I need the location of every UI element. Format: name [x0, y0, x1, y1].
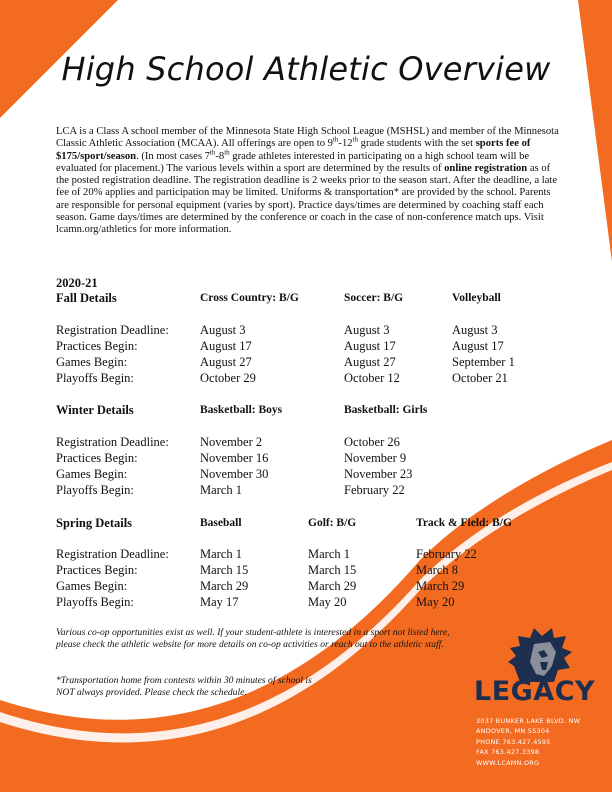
date-cell: August 3: [344, 323, 390, 337]
row-label-practices: Practices Begin:: [56, 563, 138, 577]
date-cell: November 23: [344, 467, 413, 481]
date-cell: March 1: [200, 547, 242, 561]
brand-name: LEGACY: [474, 676, 596, 707]
date-cell: May 20: [416, 595, 455, 609]
contact-block: [476, 716, 580, 768]
row-label-practices: Practices Begin:: [56, 451, 138, 465]
date-cell: March 8: [416, 563, 458, 577]
date-cell: August 27: [200, 355, 252, 369]
row-label-registration: Registration Deadline:: [56, 323, 169, 337]
date-cell: November 30: [200, 467, 269, 481]
date-cell: March 29: [200, 579, 249, 593]
fall-sport-header: Soccer: B/G: [344, 292, 404, 304]
winter-sport-header: Basketball: Boys: [200, 404, 283, 416]
row-label-playoffs: Playoffs Begin:: [56, 595, 134, 609]
date-cell: September 1: [452, 355, 515, 369]
row-label-playoffs: Playoffs Begin:: [56, 371, 134, 385]
date-cell: August 17: [200, 339, 252, 353]
date-cell: March 1: [308, 547, 350, 561]
date-cell: October 29: [200, 371, 256, 385]
date-cell: November 9: [344, 451, 407, 465]
date-cell: February 22: [344, 483, 405, 497]
intro-paragraph: LCA is a Class A school member of the Minnesota State High School League (MSHSL) and member of the Minnesota Classic Athletic Association (MCAA). All offerings are open to 9th-12th grade students with the set sports fee of $175/sport/season. (In most cases 7th-8th grade athletes interested in participating on a high school team will be evaluated for placement.) The various levels within a sport are determined by the results of online registration as of the posted registration deadline. The registration deadline is 2 weeks prior to the season start. After the deadline, a late fee of 20% applies and participation may be limited. Uniforms & transportation* are provided by the school. Parents are responsible for personal equipment (varies by sport). Practice days/times are determined by coaching staff each season. Game days/times are determined by the conference or coach in the case of non-conference match ups. Visit lcamn.org/athletics for more information.: [56, 126, 559, 236]
fall-section-title: Fall Details: [56, 291, 117, 305]
date-cell: May 20: [308, 595, 347, 609]
date-cell: August 27: [344, 355, 396, 369]
spring-section-title: Spring Details: [56, 516, 133, 530]
row-label-practices: Practices Begin:: [56, 339, 138, 353]
winter-section-title: Winter Details: [56, 403, 134, 417]
website-link[interactable]: WWW.LCAMN.ORG: [476, 758, 540, 767]
row-label-registration: Registration Deadline:: [56, 435, 169, 449]
row-label-registration: Registration Deadline:: [56, 547, 169, 561]
transport-note: *Transportation home from contests within 30 minutes of school is NOT always provided. Please check the schedule.: [56, 675, 312, 698]
phone-line: PHONE 763.427.4595: [476, 737, 551, 746]
date-cell: May 17: [200, 595, 239, 609]
spring-sport-header: Golf: B/G: [308, 517, 357, 529]
row-label-games: Games Begin:: [56, 579, 128, 593]
date-cell: March 29: [416, 579, 465, 593]
date-cell: November 16: [200, 451, 269, 465]
address-line: 3037 BUNKER LAKE BLVD. NW: [476, 717, 581, 725]
date-cell: October 12: [344, 371, 400, 385]
date-cell: February 22: [416, 547, 477, 561]
date-cell: August 17: [344, 339, 396, 353]
date-cell: October 26: [344, 435, 400, 449]
row-label-games: Games Begin:: [56, 355, 128, 369]
date-cell: March 15: [308, 563, 357, 577]
coop-note: Various co-op opportunities exist as well. If your student-athlete is interested in a sport not listed here, please check the athletic website for more details on co-op activities or reach out to the athletic staff.: [56, 627, 450, 650]
date-cell: November 2: [200, 435, 263, 449]
date-cell: August 3: [452, 323, 498, 337]
top-right-orange-band: [578, 0, 612, 262]
date-cell: March 15: [200, 563, 249, 577]
fall-sport-header: Volleyball: [452, 292, 501, 304]
lion-logo-icon: [500, 622, 580, 684]
date-cell: August 17: [452, 339, 504, 353]
page-title: High School Athletic Overview: [61, 50, 551, 88]
date-cell: March 29: [308, 579, 357, 593]
date-cell: March 1: [200, 483, 242, 497]
spring-sport-header: Baseball: [200, 517, 242, 529]
fall-sport-header: Cross Country: B/G: [200, 292, 299, 304]
season-year: 2020-21: [56, 276, 98, 290]
date-cell: October 21: [452, 371, 508, 385]
winter-sport-header: Basketball: Girls: [344, 404, 428, 416]
fax-line: FAX 763.427.3398: [476, 748, 540, 757]
address-line: ANDOVER, MN 55304: [476, 727, 550, 736]
date-cell: August 3: [200, 323, 246, 337]
spring-sport-header: Track & Field: B/G: [416, 517, 512, 529]
row-label-games: Games Begin:: [56, 467, 128, 481]
row-label-playoffs: Playoffs Begin:: [56, 483, 134, 497]
